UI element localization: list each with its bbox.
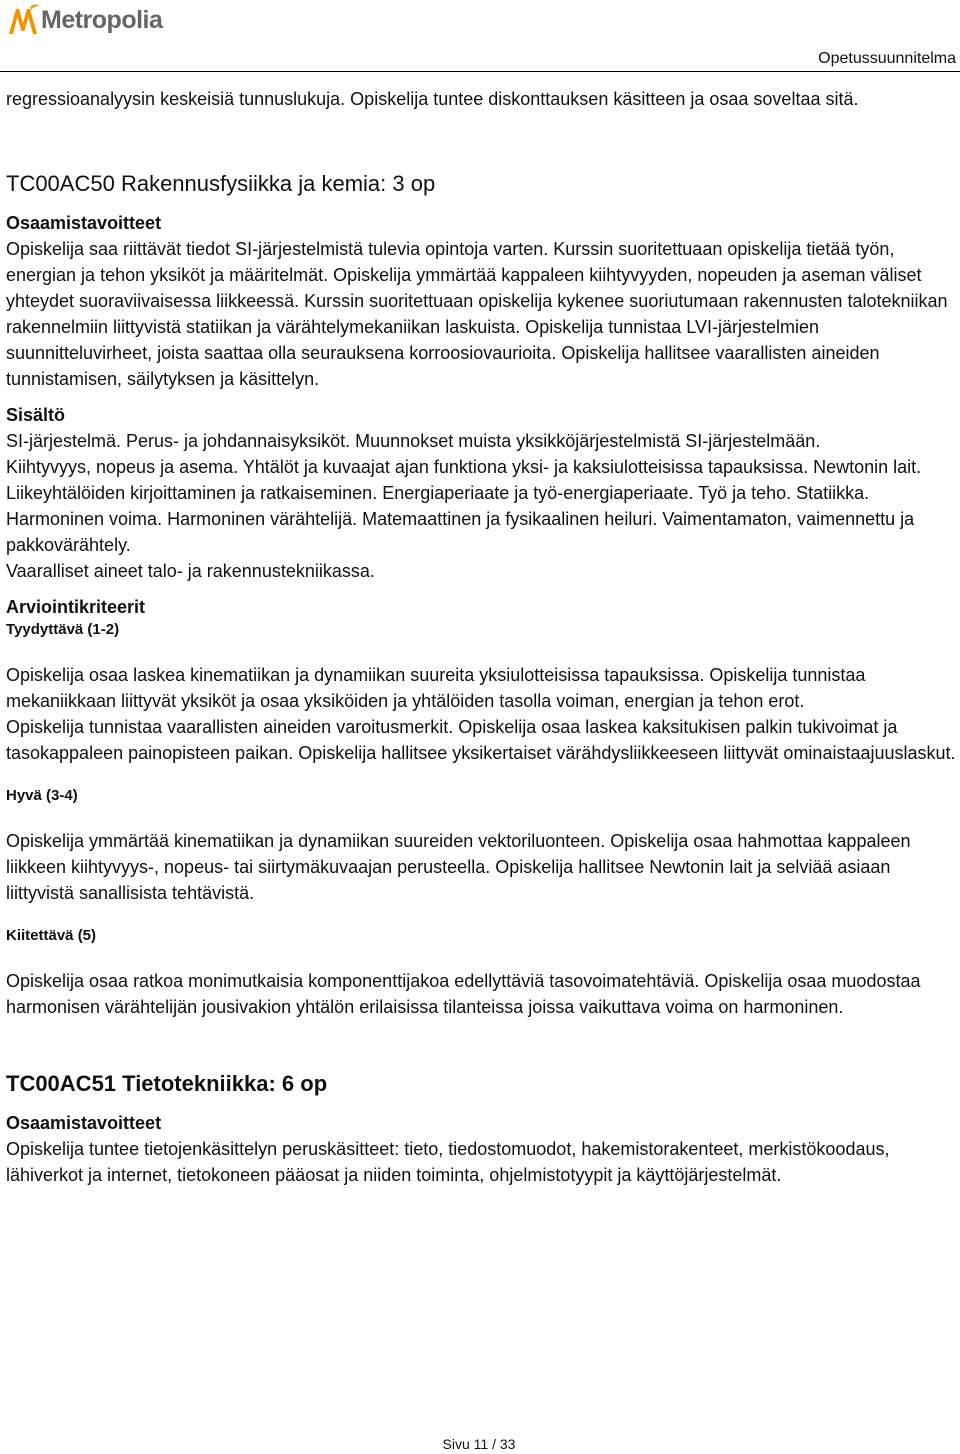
metropolia-logo — [6, 2, 162, 38]
grade-heading-satisfactory: Tyydyttävä (1-2) — [6, 621, 120, 638]
grade-excellent-text: Opiskelija osaa ratkoa monimutkaisia komponenttijakoa edellyttäviä tasovoimatehtäviä. Opiskelija osaa muodostaa harmonisen värähtelijän jousivakion yhtälön erilaisissa tilanteissa joissa vaikuttava voima on harmoninen. — [6, 971, 921, 1017]
content-line: Kiihtyvyys, nopeus ja asema. Yhtälöt ja kuvaajat ajan funktiona yksi- ja kaksiulotteisissa tapauksissa. Newtonin lait. Liikeyhtälöiden kirjoittaminen ja ratkaiseminen. Energiaperiaate ja työ-energiaperiaate. Työ ja teho. Statiikka. — [6, 457, 922, 503]
document-title: Opetussuunnitelma — [818, 50, 956, 67]
content-line: Vaaralliset aineet talo- ja rakennustekniikassa. — [6, 561, 375, 581]
outcomes-heading: Osaamistavoitteet — [6, 1113, 162, 1133]
header-divider — [0, 71, 960, 72]
grade-satisfactory-text: Opiskelija osaa laskea kinematiikan ja dynamiikan suureita yksiulotteisissa tapauksissa. Opiskelija tunnistaa mekaniikkaan liittyvät yksiköt ja osaa yksiköiden ja yhtälöiden tasolla voiman, energian ja tehon erot. — [6, 665, 866, 711]
page-header — [0, 0, 960, 72]
grade-heading-excellent: Kiitettävä (5) — [6, 927, 97, 944]
content-heading: Sisältö — [6, 405, 66, 425]
intro-paragraph: regressioanalyysin keskeisiä tunnuslukuja. Opiskelija tuntee diskonttauksen käsitteen ja osaa soveltaa sitä. — [6, 89, 859, 109]
outcomes-heading: Osaamistavoitteet — [6, 213, 162, 233]
metropolia-logo-mark-icon — [6, 3, 40, 37]
grade-satisfactory-text: Opiskelija tunnistaa vaarallisten aineiden varoitusmerkit. Opiskelija osaa laskea kaksitukisen palkin tukivoimat ja tasokappaleen painopisteen paikan. Opiskelija hallitsee yksikertaiset värähdysliikkeeseen liittyvät ominaistaajuuslaskut. — [6, 717, 956, 763]
outcomes-text: Opiskelija tuntee tietojenkäsittelyn peruskäsitteet: tieto, tiedostomuodot, hakemistorakenteet, merkistökoodaus, lähiverkot ja internet, tietokoneen pääosat ja niiden toiminta, ohjelmistotyypit ja käyttöjärjestelmät. — [6, 1139, 890, 1185]
grade-good-text: Opiskelija ymmärtää kinematiikan ja dynamiikan suureiden vektoriluonteen. Opiskelija osaa hahmottaa kappaleen liikkeen kiihtyvyys-, nopeus- tai siirtymäkuvaajan perusteella. Opiskelija hallitsee Newtonin lait ja selviää asiaan liittyvistä sanallisista tehtävistä. — [6, 831, 911, 903]
page-content — [6, 86, 956, 1188]
criteria-heading: Arviointikriteerit — [6, 597, 146, 617]
course-title-rakennusfysiikka: TC00AC50 Rakennusfysiikka ja kemia: 3 op — [6, 171, 436, 196]
outcomes-text: Opiskelija saa riittävät tiedot SI-järjestelmistä tulevia opintoja varten. Kurssin suoritettuaan opiskelija tietää työn, energian ja tehon yksiköt ja määritelmät. Opiskelija ymmärtää kappaleen kiihtyvyyden, nopeuden ja aseman väliset yhteydet suoraviivaisessa liikkeessä. Kurssin suoritettuaan opiskelija kykenee suoriutumaan rakennusten talotekniikan rakennelmiin liittyvistä statiikan ja värähtelymekaniikan laskuista. Opiskelija tunnistaa LVI-järjestelmien suunnitteluvirheet, joista saattaa olla seurauksena korroosiovaurioita. Opiskelija hallitsee vaarallisten aineiden tunnistamisen, säilytyksen ja käsittelyn. — [6, 239, 948, 389]
content-line: Harmoninen voima. Harmoninen värähtelijä. Matemaattinen ja fysikaalinen heiluri. Vaimentamaton, vaimennettu ja pakkovärähtely. — [6, 509, 915, 555]
logo-text: Metropolia — [41, 5, 163, 34]
page-number: Sivu 11 / 33 — [442, 1436, 516, 1452]
content-line: SI-järjestelmä. Perus- ja johdannaisyksiköt. Muunnokset muista yksikköjärjestelmistä SI-järjestelmään. — [6, 431, 821, 451]
course-title-tietotekniikka: TC00AC51 Tietotekniikka: 6 op — [6, 1071, 328, 1096]
page-footer — [0, 1436, 960, 1452]
grade-heading-good: Hyvä (3-4) — [6, 787, 78, 804]
